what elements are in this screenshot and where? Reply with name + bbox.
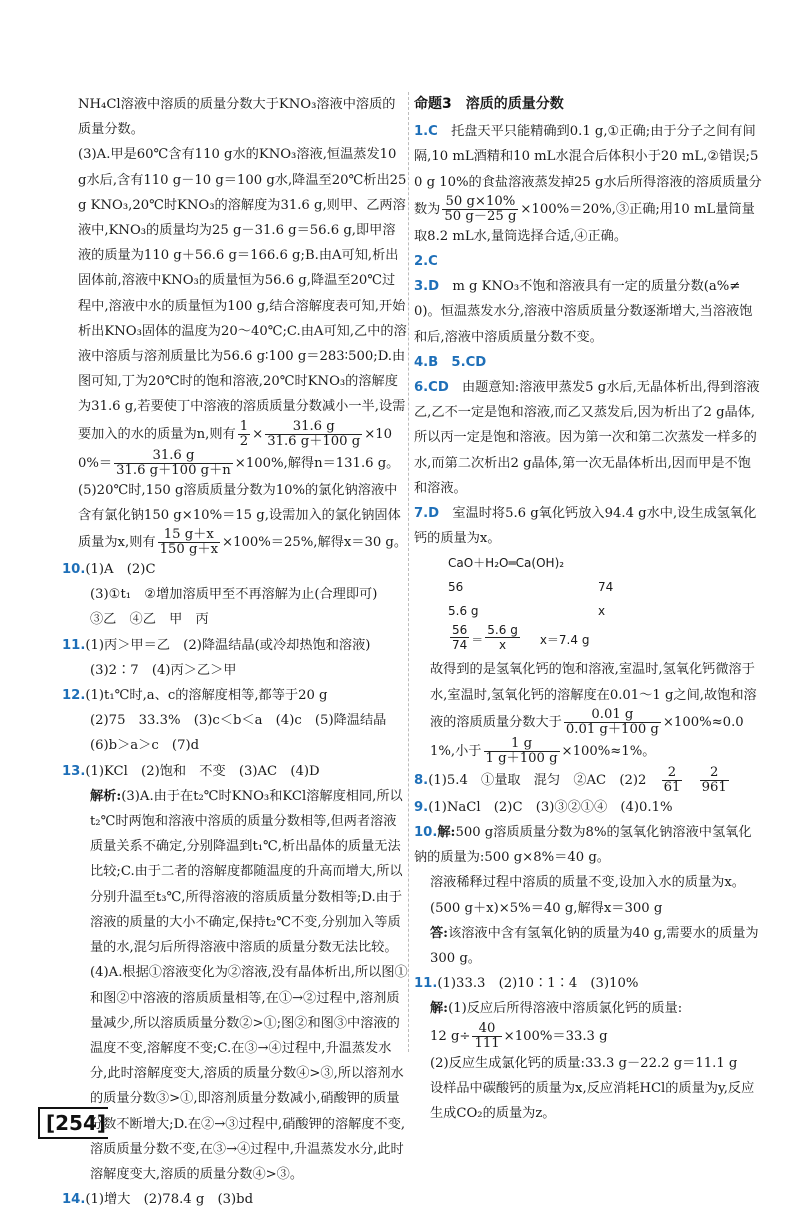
answer-13-analysis: 解析:(3)A.由于在t₂℃时KNO₃和KCl溶解度相同,所以t₂℃时两饱和溶液中溶质的质量分数相等,但两者溶液质量关系不确定,分别降温到t₁℃,析出晶体的质量无法比较;C.由于二者的溶解度都随温度的升高而增大,所以分别升温至t₃℃,所得溶液的溶质质量分数相等;D.由于溶液的质量的大小不确定,保持t₂℃不变,分别加入等质量的水,混匀后所得溶液中溶质的质量分数无法比较。 [90, 788, 403, 956]
answer-10-line: (500 g＋x)×5%＝40 g,解得x＝300 g [430, 900, 663, 916]
answer-10: 10.(1)A (2)C [62, 562, 156, 578]
answer-1: 1.C 托盘天平只能精确到0.1 g,①正确;由于分子之间有间隔,10 mL酒精和10 mL水混合后体积小于20 mL,②错误;50 g 10%的食盐溶液蒸发掉25 g水后所得溶液的溶质质量分数为 $\frac{50 g\times 10\%}{50 g-25 g}$ ×100%＝20%,③正确;用10 mL量筒量取8.2 mL水,量筒选择合适,④正确。 [414, 124, 762, 244]
fraction: $\frac{31.6 g}{31.6 g+100 g}$ [267, 418, 361, 449]
answer-4-5: 4.B 5.CD [414, 354, 487, 370]
fraction: $\frac{31.6 g}{31.6 g+100 g+n}$ [116, 447, 231, 478]
answer-13: 13.(1)KCl (2)饱和 不变 (3)AC (4)D [62, 763, 320, 779]
fraction: $\frac{2}{961}$ [701, 764, 727, 795]
fraction: $\frac{0.01 g}{0.01 g+100 g}$ [565, 706, 659, 737]
fraction: $\frac{1 g}{1 g+100 g}$ [485, 735, 558, 766]
fraction: $\frac{1}{2}$ [239, 418, 249, 449]
answer-12-line: (2)75 33.3% (3)c＜b＜a (4)c (5)降温结晶 [90, 713, 387, 729]
answer-11-line: 解:(1)反应后所得溶液中溶质氯化钙的质量: [430, 1001, 683, 1017]
answer-part-5: (5)20℃时,150 g溶质质量分数为10%的氯化钠溶液中含有氯化钠150 g×10%＝15 g,设需加入的氯化钠固体质量为x,则有 $\frac{15 g+x}{150 g+x}$ ×100%＝25%,解得x＝30 g。 [78, 482, 408, 558]
left-column [62, 92, 408, 1212]
answer-11-line: (3)2∶7 (4)丙＞乙＞甲 [90, 662, 237, 678]
column-divider [408, 92, 409, 1052]
section-heading: 命题3 溶质的质量分数 [414, 96, 564, 112]
answer-10-line: 答:该溶液中含有氢氧化钠的质量为40 g,需要水的质量为300 g。 [430, 925, 759, 967]
answer-6: 6.CD 由题意知:溶液甲蒸发5 g水后,无晶体析出,得到溶液乙,乙不一定是饱和溶液,而乙又蒸发后,因为析出了2 g晶体,所以丙一定是饱和溶液。因为第一次和第二次蒸发一样多的水,而第二次析出2 g晶体,第一次无晶体析出,因而甲是不饱和溶液。 [414, 380, 760, 496]
answer-12-line: (6)b＞a＞c (7)d [90, 738, 200, 754]
page-number: [254 ] [38, 1107, 108, 1139]
fraction: $\frac{15 g+x}{150 g+x}$ [159, 527, 219, 558]
answer-11-line: (2)反应生成氯化钙的质量:33.3 g－22.2 g＝11.1 g [430, 1055, 738, 1071]
answer-8: 8.(1)5.4 ①量取 混匀 ②AC (2)2 $\frac{2}{61}$ $\frac{2}{961}$ [414, 764, 727, 795]
answer-11-line: 设样品中碳酸钙的质量为x,反应消耗HCl的质量为y,反应生成CO₂的质量为z。 [430, 1080, 755, 1122]
right-column [414, 92, 764, 1126]
answer-2: 2.C [414, 254, 438, 270]
answer-10-line: (3)①t₁ ②增加溶质甲至不再溶解为止(合理即可) [90, 587, 378, 603]
answer-11: 11.(1)丙＞甲＝乙 (2)降温结晶(或冷却热饱和溶液) [62, 637, 371, 653]
fraction: $\frac{2}{61}$ [663, 764, 681, 795]
answer-11: 11.(1)33.3 (2)10∶1∶4 (3)10% [414, 976, 639, 992]
answer-11-line: 12 g÷ $\frac{40}{111}$ ×100%＝33.3 g [430, 1020, 608, 1051]
answer-7: 7.D 室温时将5.6 g氧化钙放入94.4 g水中,设生成氢氧化钙的质量为x。 [414, 506, 757, 547]
answer-3: 3.D m g KNO₃不饱和溶液具有一定的质量分数(a%≠0)。恒温蒸发水分,溶液中溶质质量分数逐渐增大,当溶液饱和后,溶液中溶质质量分数不变。 [414, 279, 753, 345]
answer-13-analysis: (4)A.根据①溶液变化为②溶液,没有晶体析出,所以图①和图②中溶液的溶质质量相等,在①→②过程中,溶剂质量减少,所以溶质质量分数②>①;图②和图③中溶液的温度不变,溶解度不变;C.在③→④过程中,升温蒸发水分,此时溶解度变大,溶质的质量分数④>③,所以溶剂水的质量分数③>①,即溶剂质量分数减小,硝酸钾的质量分数不断增大;D.在②→③过程中,硝酸钾的溶解度不变,溶质质量分数不变,在③→④过程中,升温蒸发水分,此时溶解度变大,溶质的质量分数④>③。 [90, 965, 408, 1182]
chemical-equation: CaO＋H₂O═Ca(OH)₂ 56 74 5.6 g x $\frac{56}{74}$ ＝ $\frac{5.6 g}{x}$ x＝7.4 g [448, 556, 614, 653]
answer-10: 10.解:500 g溶质质量分数为8%的氢氧化钠溶液中氢氧化钠的质量为:500 g×8%＝40 g。 [414, 825, 752, 866]
answer-7-conclusion: 故得到的是氢氧化钙的饱和溶液,室温时,氢氧化钙微溶于水,室温时,氢氧化钙的溶解度在0.01～1 g之间,故饱和溶液的溶质质量分数大于 $\frac{0.01 g}{0.01 g+100 g}$ ×100%≈0.01%,小于 $\frac{1 g}{1 g+100 g}$ ×100%≈1%。 [430, 662, 757, 766]
answer-part-3: (3)A.甲是60℃含有110 g水的KNO₃溶液,恒温蒸发10 g水后,含有110 g－10 g＝100 g水,降温至20℃析出25 g KNO₃,20℃时KNO₃的溶解度为31.6 g,则甲、乙两溶液中,KNO₃的质量均为25 g－31.6 g＝56.6 g,即甲溶液的质量为110 g＋56.6 g＝166.6 g;B.由A可知,析出固体前,溶液中KNO₃的质量恒为56.6 g,降温至20℃过程中,溶液中水的质量恒为100 g,结合溶解度表可知,开始析出KNO₃固体的温度为20～40℃;C.由A可知,乙中的溶液中溶质与溶剂质量比为56.6 g∶100 g＝283∶500;D.由图可知,丁为20℃时的饱和溶液,20℃时KNO₃的溶解度为31.6 g,若要使丁中溶液的溶质质量分数减小一半,设需要加入的水的质量为n,则有 $\frac{1}{2}$ × $\frac{31.6 g}{31.6 g+100 g}$ ×100%＝ $\frac{31.6 g}{31.6 g+100 g+n}$ ×100%,解得n＝131.6 g。 [78, 147, 407, 478]
answer-9: 9.(1)NaCl (2)C (3)③②①④ (4)0.1% [414, 799, 673, 815]
answer-14: 14.(1)增大 (2)78.4 g (3)bd [62, 1192, 254, 1208]
answer-10-line: ③乙 ④乙 甲 丙 [90, 612, 209, 628]
continuation-text: NH₄Cl溶液中溶质的质量分数大于KNO₃溶液中溶质的质量分数。 [78, 97, 396, 138]
fraction: $\frac{40}{111}$ [474, 1020, 500, 1051]
answer-12: 12.(1)t₁℃时,a、c的溶解度相等,都等于20 g [62, 688, 328, 704]
fraction: $\frac{50 g\times 10\%}{50 g-25 g}$ [444, 193, 517, 224]
answer-10-line: 溶液稀释过程中溶质的质量不变,设加入水的质量为x。 [430, 875, 745, 891]
